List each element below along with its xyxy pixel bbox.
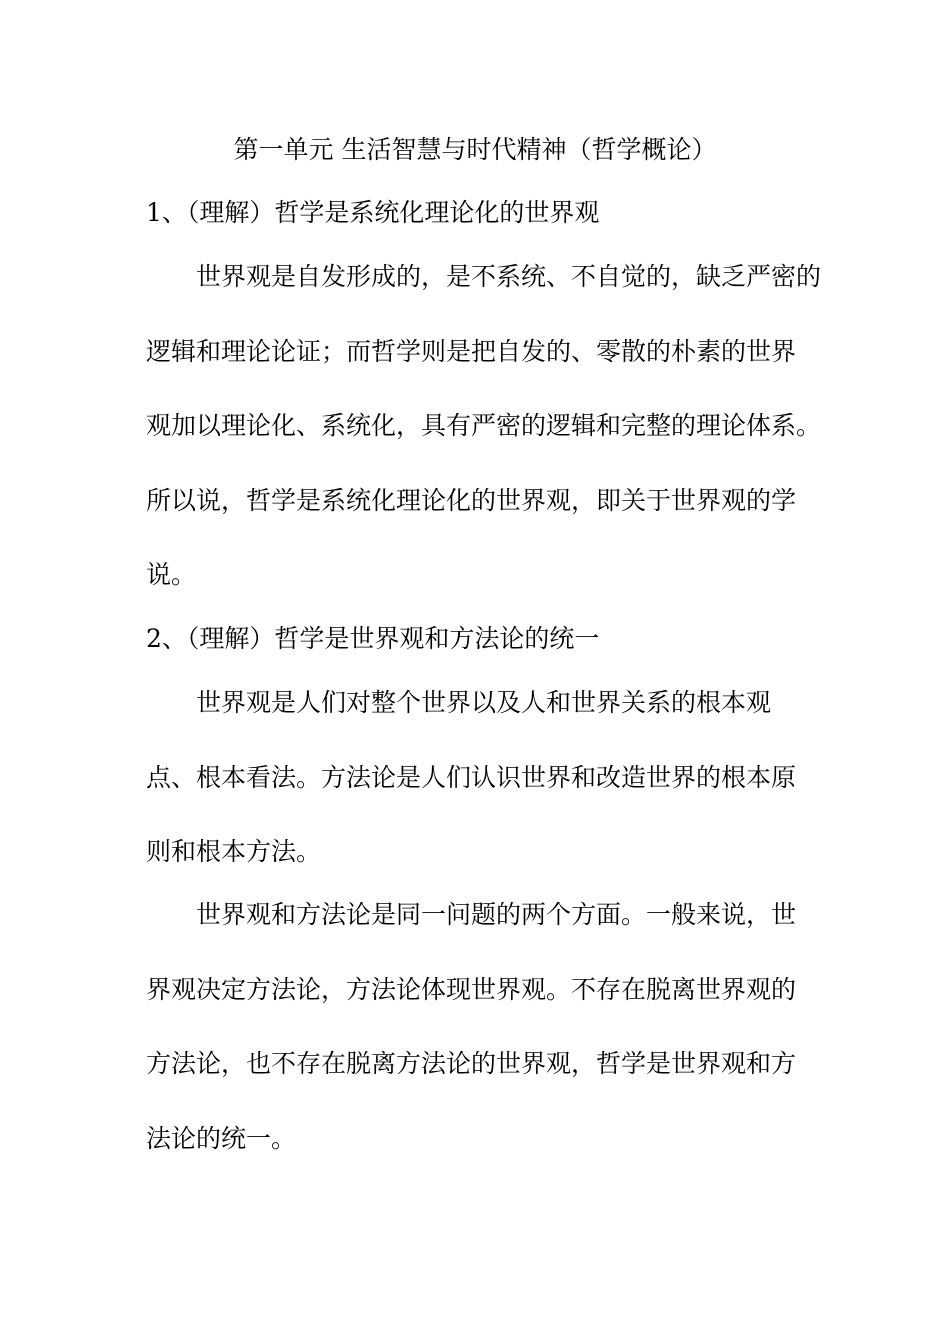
paragraph-line: 逻辑和理论论证；而哲学则是把自发的、零散的朴素的世界 [146, 336, 797, 366]
section-2-paragraph-1 [146, 666, 806, 890]
section-1-heading: 1、（理解）哲学是系统化理论化的世界观 [146, 198, 600, 227]
section-2-heading: 2、（理解）哲学是世界观和方法论的统一 [146, 624, 600, 653]
paragraph-line: 所以说，哲学是系统化理论化的世界观，即关于世界观的学 [146, 485, 797, 515]
paragraph-line: 界观决定方法论，方法论体现世界观。不存在脱离世界观的 [146, 974, 797, 1004]
paragraph-line: 世界观是人们对整个世界以及人和世界关系的根本观 [196, 688, 772, 717]
paragraph-line: 观加以理论化、系统化，具有严密的逻辑和完整的理论体系。 [146, 411, 822, 440]
section-2-paragraph-2 [146, 878, 806, 1176]
paragraph-line: 世界观和方法论是同一问题的两个方面。一般来说，世 [196, 900, 797, 929]
paragraph-line: 世界观是自发形成的，是不系统、不自觉的，缺乏严密的 [196, 262, 822, 291]
document-title: 第一单元 生活智慧与时代精神（哲学概论） [233, 135, 717, 164]
paragraph-line: 方法论，也不存在脱离方法论的世界观，哲学是世界观和方 [146, 1049, 797, 1078]
paragraph-line: 则和根本方法。 [146, 837, 322, 866]
paragraph-line: 法论的统一。 [146, 1123, 297, 1153]
paragraph-line: 说。 [146, 560, 197, 589]
section-1-paragraph-1 [146, 240, 822, 613]
paragraph-line: 点、根本看法。方法论是人们认识世界和改造世界的根本原 [146, 762, 797, 792]
